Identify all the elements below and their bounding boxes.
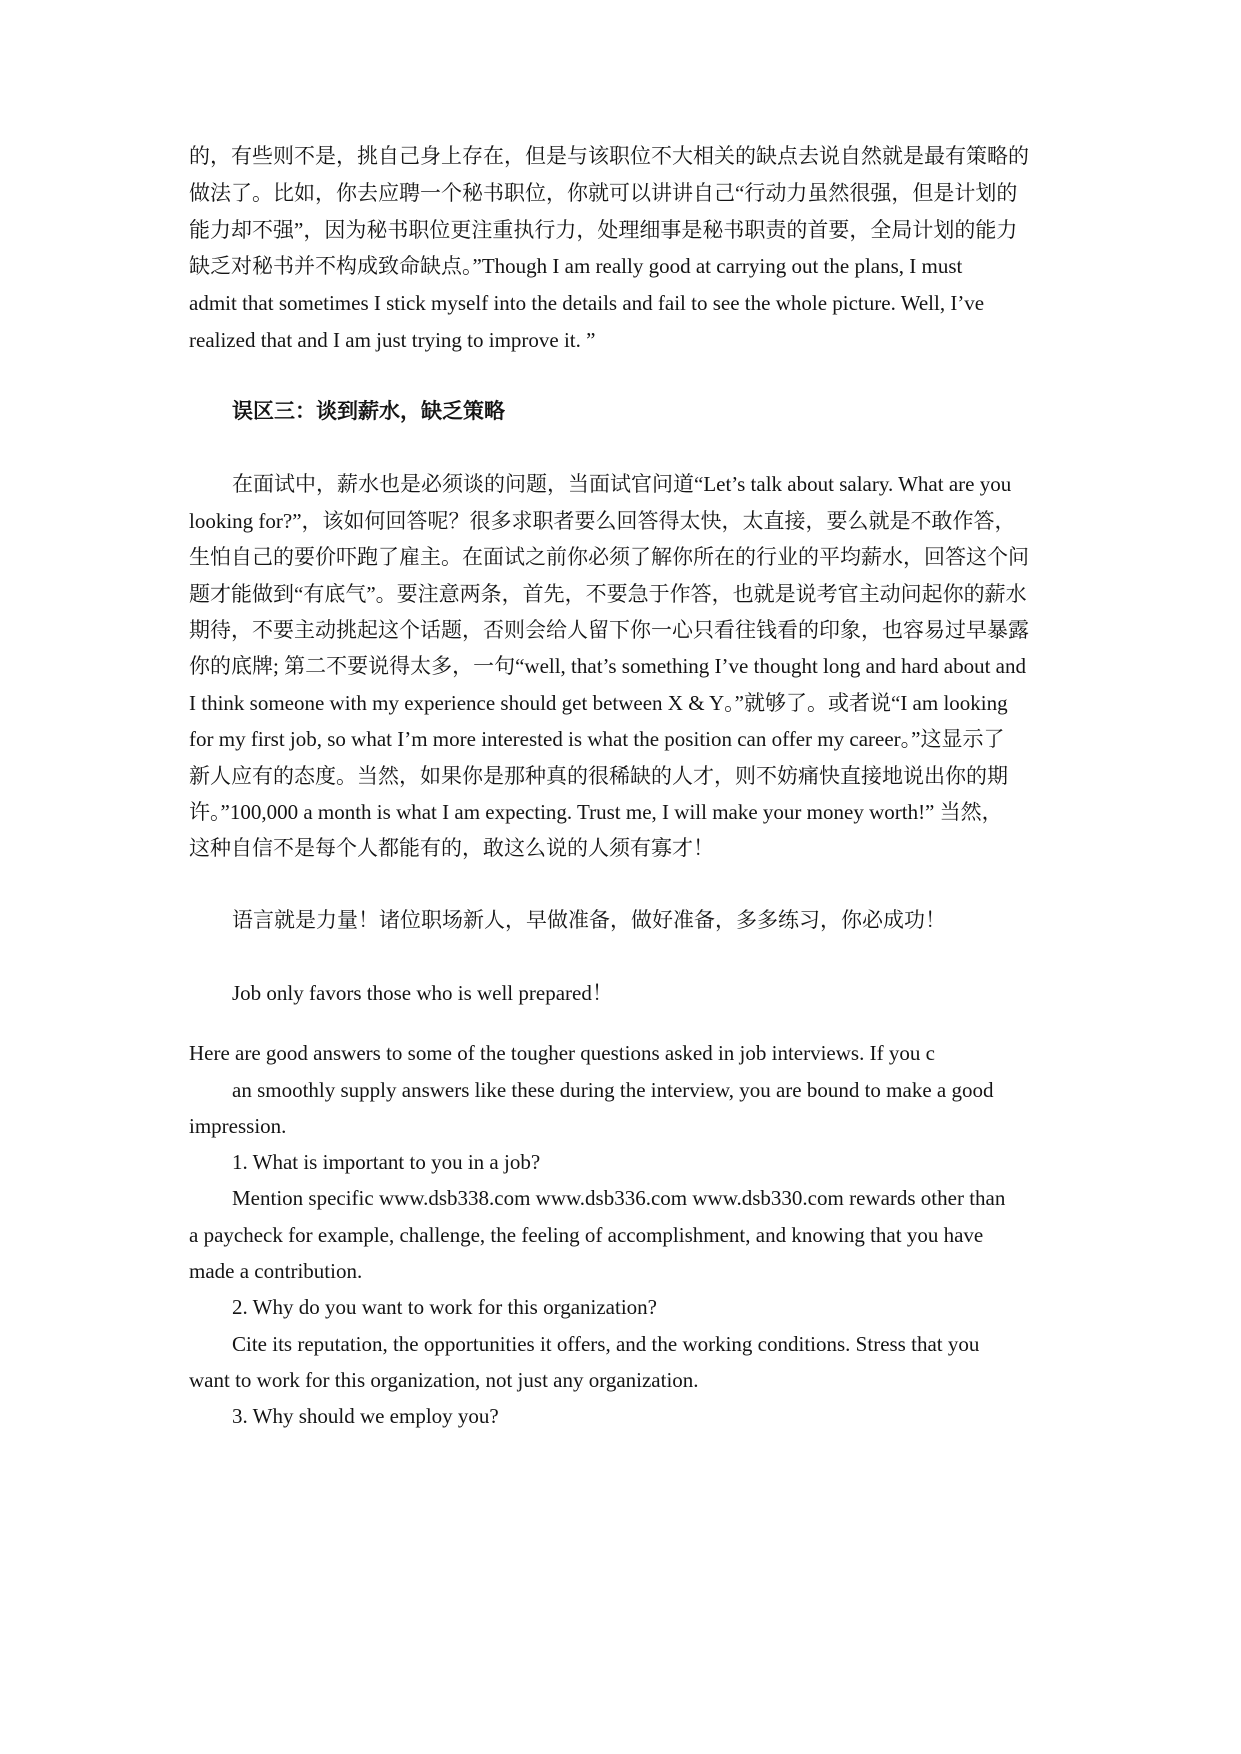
text-line: 做法了。比如，你去应聘一个秘书职位，你就可以讲讲自己“行动力虽然很强，但是计划的	[189, 181, 1018, 205]
text-line: 这种自信不是每个人都能有的，敢这么说的人须有寡才！	[189, 836, 714, 860]
motto-chinese: 语言就是力量！诸位职场新人，早做准备，做好准备，多多练习，你必成功！	[232, 908, 946, 932]
text-line: 缺乏对秘书并不构成致命缺点。”Though I am really good at carrying out the plans, I must	[189, 254, 963, 278]
text-line: 新人应有的态度。当然，如果你是那种真的很稀缺的人才，则不妨痛快直接地说出你的期	[189, 764, 1008, 788]
text-line: 许。”100,000 a month is what I am expecting. Trust me, I will make your money worth!” 当然，	[189, 800, 1003, 824]
text-line: an smoothly supply answers like these during the interview, you are bound to make a good	[232, 1078, 994, 1102]
text-line: realized that and I am just trying to improve it. ”	[189, 328, 596, 352]
text-line: Here are good answers to some of the tougher questions asked in job interviews. If you c	[189, 1041, 935, 1065]
text-line: Cite its reputation, the opportunities it offers, and the working conditions. Stress that you	[232, 1332, 980, 1356]
text-line: 你的底牌; 第二不要说得太多，一句“well, that’s something I’ve thought long and hard about and	[189, 654, 1026, 678]
text-line: a paycheck for example, challenge, the feeling of accomplishment, and knowing that you have	[189, 1223, 984, 1247]
text-line: 生怕自己的要价吓跑了雇主。在面试之前你必须了解你所在的行业的平均薪水，回答这个问	[189, 545, 1029, 569]
text-line: made a contribution.	[189, 1259, 363, 1283]
text-line: 题才能做到“有底气”。要注意两条，首先，不要急于作答，也就是说考官主动问起你的薪水	[189, 582, 1027, 606]
text-line: admit that sometimes I stick myself into the details and fail to see the whole picture. Well, I’ve	[189, 291, 985, 315]
text-line: for my first job, so what I’m more interested is what the position can offer my career。”这显示了	[189, 727, 1005, 751]
question-2: 2. Why do you want to work for this organization?	[232, 1295, 657, 1319]
section-heading: 误区三：谈到薪水，缺乏策略	[232, 399, 505, 423]
text-line: Mention specific www.dsb338.com www.dsb336.com www.dsb330.com rewards other than	[232, 1186, 1006, 1210]
text-line: 在面试中，薪水也是必须谈的问题，当面试官问道“Let’s talk about salary. What are you	[232, 472, 1012, 496]
text-line: 的，有些则不是，挑自己身上存在，但是与该职位不大相关的缺点去说自然就是最有策略的	[189, 144, 1029, 168]
question-1: 1. What is important to you in a job?	[232, 1150, 541, 1174]
text-line: want to work for this organization, not just any organization.	[189, 1368, 699, 1392]
motto-english: Job only favors those who is well prepared！	[232, 981, 613, 1005]
text-line: 期待，不要主动挑起这个话题，否则会给人留下你一心只看往钱看的印象，也容易过早暴露	[189, 618, 1029, 642]
text-line: I think someone with my experience should get between X & Y。”就够了。或者说“I am looking	[189, 691, 1008, 715]
text-line: looking for?”，该如何回答呢？很多求职者要么回答得太快，太直接，要么就是不敢作答，	[189, 509, 1016, 533]
text-line: 能力却不强”，因为秘书职位更注重执行力，处理细事是秘书职责的首要，全局计划的能力	[189, 218, 1018, 242]
text-line: impression.	[189, 1114, 287, 1138]
question-3: 3. Why should we employ you?	[232, 1404, 499, 1428]
